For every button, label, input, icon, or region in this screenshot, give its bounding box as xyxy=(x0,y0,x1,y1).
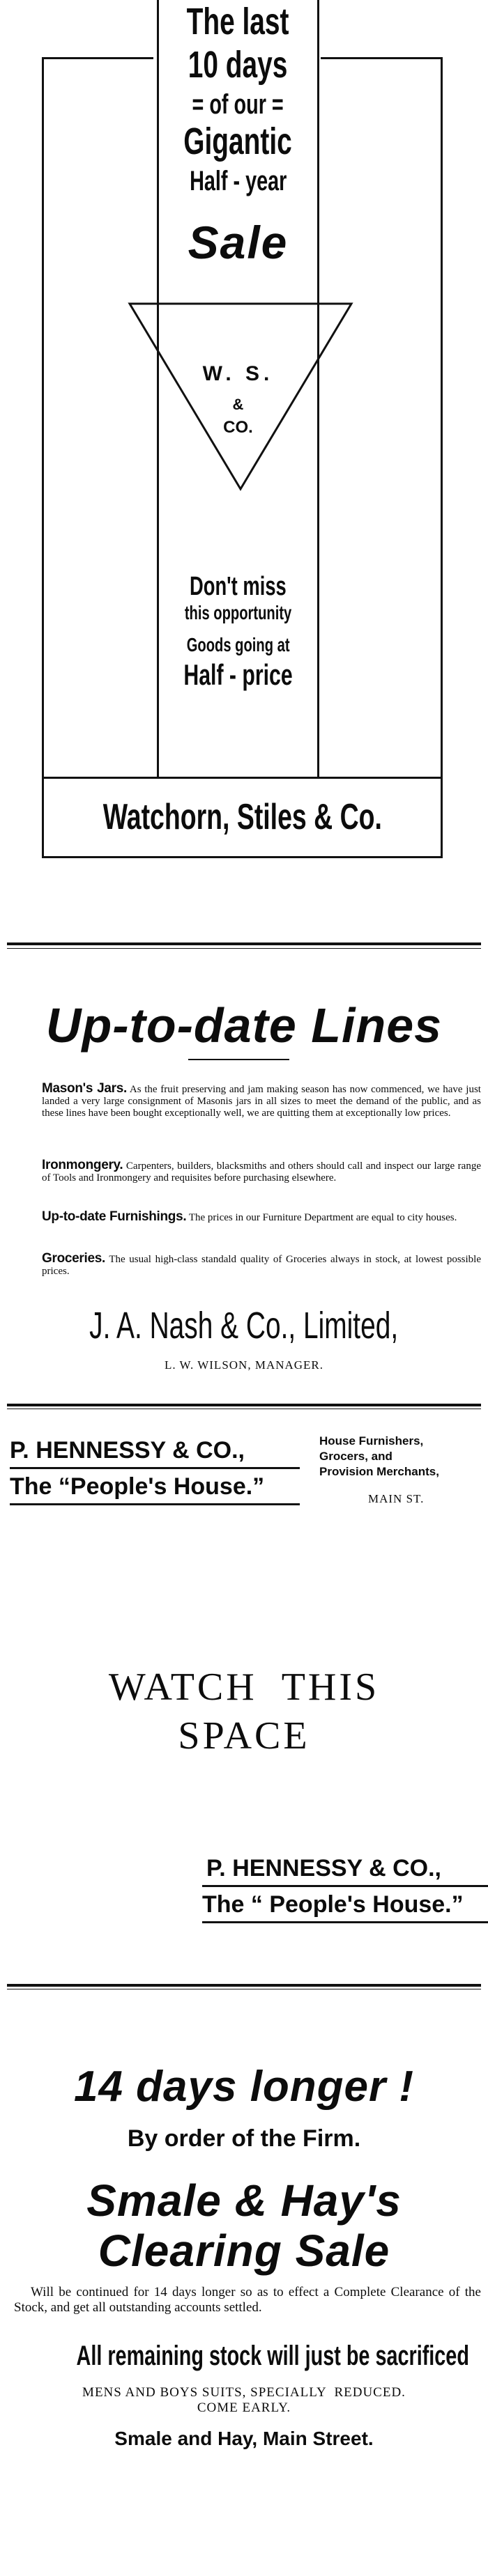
hennessy-name: P. HENNESSY & CO., xyxy=(10,1437,245,1464)
logo-ws: W. S. xyxy=(202,362,274,385)
hennessy-tagline-underline xyxy=(10,1503,300,1505)
by-order: By order of the Firm. xyxy=(127,2125,361,2152)
hennessy-name-underline xyxy=(10,1467,300,1469)
frame-left xyxy=(42,57,44,858)
goods-going: Goods going at xyxy=(186,634,290,655)
hennessy-tagline: The “People's House.” xyxy=(10,1473,265,1500)
ad1-line3: = of our = xyxy=(192,89,284,120)
watch-name-underline xyxy=(202,1885,488,1887)
nash-manager: L. W. WILSON, MANAGER. xyxy=(164,1358,324,1372)
smale-body: Will be continued for 14 days longer so as to effect a Complete Clearance of the Stock, and get all outstanding accounts settled. xyxy=(14,2285,481,2315)
watchorn-firm-name: Watchorn, Stiles & Co. xyxy=(102,797,382,837)
item-lead: Ironmongery. xyxy=(42,1158,123,1172)
watch-hennessy-name: P. HENNESSY & CO., xyxy=(206,1855,441,1881)
smale-address: Smale and Hay, Main Street. xyxy=(114,2428,374,2449)
space: SPACE xyxy=(178,1714,310,1758)
nash-item-masons xyxy=(42,1083,481,1119)
opportunity: this opportunity xyxy=(184,602,292,623)
nash-item-furnishings xyxy=(42,1211,481,1224)
logo-co: CO. xyxy=(223,418,253,437)
frame-right xyxy=(441,57,443,858)
dont-miss: Don't miss xyxy=(190,572,287,601)
come-early: COME EARLY. xyxy=(197,2400,291,2415)
hennessy-side-3: Provision Merchants, xyxy=(319,1465,439,1478)
hennessy-side-2: Grocers, and xyxy=(319,1450,392,1463)
sacrificed-line: All remaining stock will just be sacrificed xyxy=(76,2341,469,2371)
item-text: The usual high-class standald quality of Groceries always in stock, at lowest possible prices. xyxy=(42,1254,481,1277)
headline-underline xyxy=(188,1059,289,1060)
frame-mid xyxy=(42,777,443,779)
nash-headline: Up-to-date Lines xyxy=(45,998,443,1053)
item-lead: Groceries. xyxy=(42,1251,105,1266)
ad1-line5: Half - year xyxy=(189,166,287,196)
ad1-line4: Gigantic xyxy=(183,121,293,162)
logo-amp: & xyxy=(232,396,244,413)
divider-hennessy-smale xyxy=(7,1984,481,1987)
hennessy-street: MAIN ST. xyxy=(368,1492,425,1505)
watch-this: WATCH THIS xyxy=(108,1666,380,1709)
item-lead: Mason's Jars. xyxy=(42,1081,127,1096)
hennessy-side-1: House Furnishers, xyxy=(319,1434,424,1448)
watch-hennessy-tagline: The “ People's House.” xyxy=(202,1891,464,1918)
nash-firm-name: J. A. Nash & Co., Limited, xyxy=(89,1305,399,1347)
ad1-sale: Sale xyxy=(188,217,289,268)
divider-top-nash xyxy=(7,942,481,945)
item-text: The prices in our Furniture Department are equal to city houses. xyxy=(188,1212,457,1223)
suits-line: MENS AND BOYS SUITS, SPECIALLY REDUCED. xyxy=(82,2385,406,2400)
ad1-line2: 10 days xyxy=(188,44,288,86)
days-longer-headline: 14 days longer ! xyxy=(73,2063,415,2111)
frame-top-right xyxy=(321,57,443,59)
frame-top-left xyxy=(42,57,153,59)
smale-title-1: Smale & Hay's xyxy=(86,2175,402,2226)
smale-title-2: Clearing Sale xyxy=(98,2226,390,2276)
divider-nash-hennessy xyxy=(7,1404,481,1406)
half-price: Half - price xyxy=(183,658,293,691)
watch-tagline-underline xyxy=(202,1921,488,1923)
nash-item-groceries xyxy=(42,1252,481,1278)
nash-item-ironmongery xyxy=(42,1159,481,1184)
ad1-line1: The last xyxy=(187,1,289,42)
item-lead: Up-to-date Furnishings. xyxy=(42,1209,187,1224)
item-text: Carpenters, builders, blacksmiths and others should call and inspect our large range of Tools and Ironmongery and requisites before purchasing elsewhere. xyxy=(42,1161,481,1184)
divider-top-nash-thin xyxy=(7,948,481,949)
frame-bottom xyxy=(42,856,443,858)
item-text: As the fruit preserving and jam making season has now commenced, we have just landed a very large consignment of Masonis jars in all sizes to meet the demand of the public, and as these lines have been bought exceptionally well, we are quitting them at exceptionally low prices. xyxy=(42,1084,481,1119)
